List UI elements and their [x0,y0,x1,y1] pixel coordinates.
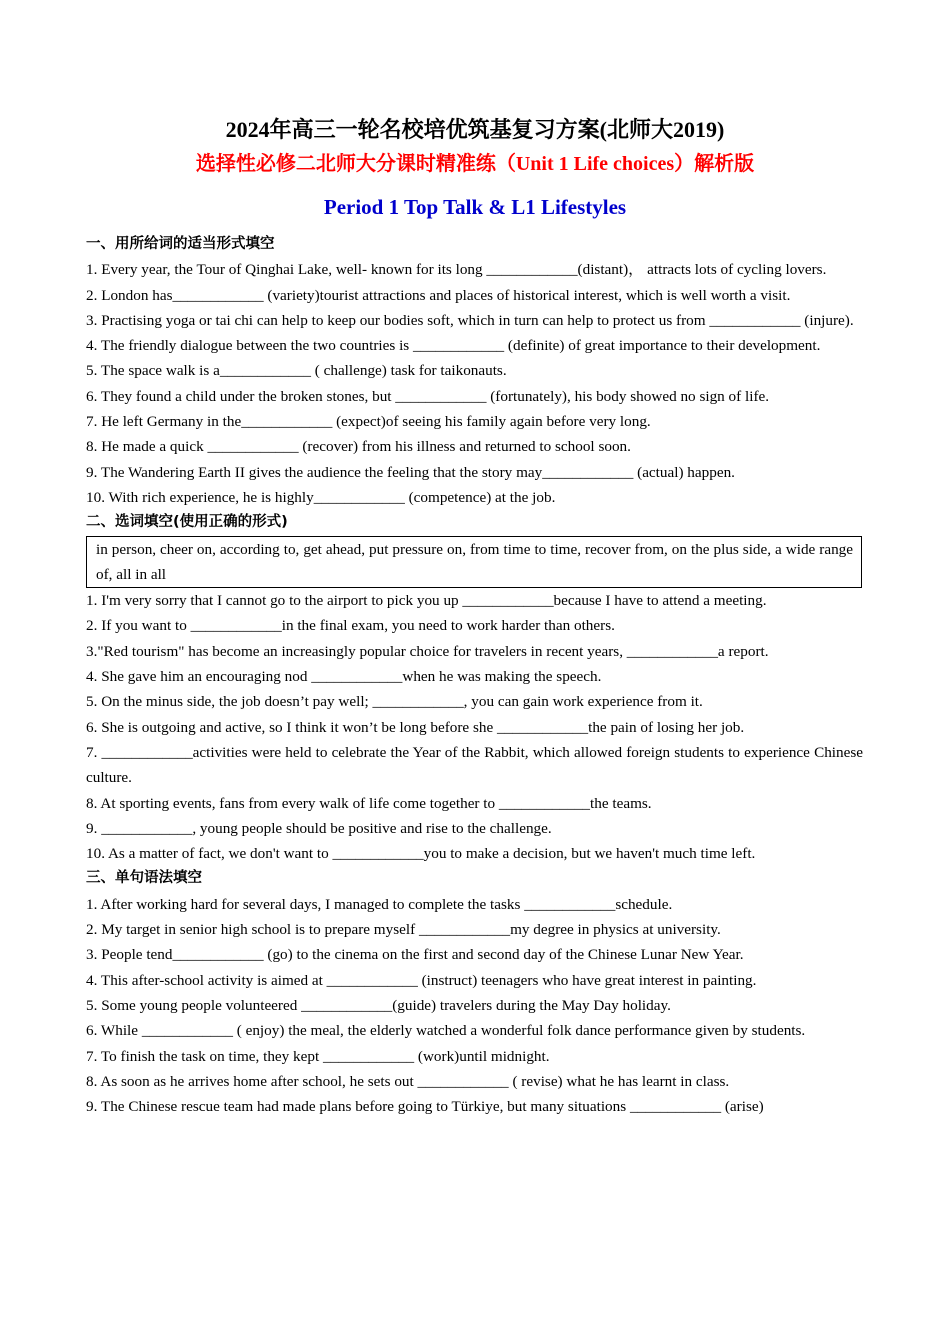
section3-item: 5. Some young people volunteered ____________(guide) travelers during the May Day holiday. [86,996,671,1014]
section3-item: 3. People tend____________ (go) to the cinema on the first and second day of the Chinese Lunar New Year. [86,946,744,964]
section3-item: 1. After working hard for several days, I managed to complete the tasks ____________schedule. [86,895,673,913]
section1-item: 4. The friendly dialogue between the two countries is ____________ (definite) of great importance to their development. [86,337,821,355]
section2-item: 6. She is outgoing and active, so I think it won’t be long before she ____________the pain of losing her job. [86,718,745,736]
section2-item: 10. As a matter of fact, we don't want to ____________you to make a decision, but we haven't much time left. [86,845,756,863]
section2-heading: 二、选词填空(使用正确的形式) [86,514,288,531]
section1-item: 1. Every year, the Tour of Qinghai Lake, well- known for its long ____________(distant)， attracts lots of cycling lovers. [86,261,827,279]
period-title: Period 1 Top Talk & L1 Lifestyles [323,195,627,219]
section2-item: 4. She gave him an encouraging nod ____________when he was making the speech. [86,668,602,686]
section3-item: 2. My target in senior high school is to prepare myself ____________my degree in physics at university. [86,921,721,939]
section2-item: 7. ____________activities were held to celebrate the Year of the Rabbit, which allowed foreign students to experience Chinese culture. [86,743,863,787]
section2-item: 1. I'm very sorry that I cannot go to the airport to pick you up ____________because I have to attend a meeting. [86,592,767,610]
section3-item: 6. While ____________ ( enjoy) the meal, the elderly watched a wonderful folk dance performance given by students. [86,1022,806,1040]
section1-item: 2. London has____________ (variety)tourist attractions and places of historical interest, which is well worth a visit. [86,286,791,304]
section2-item: 5. On the minus side, the job doesn’t pay well; ____________, you can gain work experience from it. [86,693,703,711]
section3-item: 9. The Chinese rescue team had made plans before going to Türkiye, but many situations ____________ (arise) [86,1098,764,1116]
section3-item: 4. This after-school activity is aimed at ____________ (instruct) teenagers who have great interest in painting. [86,971,757,989]
word-bank-box: in person, cheer on, according to, get ahead, put pressure on, from time to time, recover from, on the plus side, a wide range of, all in all [86,536,862,589]
section1-heading: 一、用所给词的适当形式填空 [86,236,275,252]
section3-heading: 三、单句语法填空 [86,870,202,887]
document-title: 2024年高三一轮名校培优筑基复习方案(北师大2019) [225,117,725,142]
section3-item: 7. To finish the task on time, they kept ____________ (work)until midnight. [86,1047,550,1065]
section2-item: 2. If you want to ____________in the final exam, you need to work harder than others. [86,617,615,635]
section1-item: 6. They found a child under the broken stones, but ____________ (fortunately), his body showed no sign of life. [86,387,770,405]
section1-item: 9. The Wandering Earth II gives the audience the feeling that the story may____________ (actual) happen. [86,463,735,481]
section1-item: 8. He made a quick ____________ (recover) from his illness and returned to school soon. [86,438,631,456]
section2-item: 3."Red tourism" has become an increasingly popular choice for travelers in recent years, ____________a report. [86,642,769,660]
section1-item: 5. The space walk is a____________ ( challenge) task for taikonauts. [86,362,507,380]
section1-item: 10. With rich experience, he is highly____________ (competence) at the job. [86,488,556,506]
section1-item: 3. Practising yoga or tai chi can help to keep our bodies soft, which in turn can help to protect us from ____________ (injure). [86,311,854,329]
document-subtitle: 选择性必修二北师大分课时精准练（Unit 1 Life choices）解析版 [195,153,755,175]
section2-item: 8. At sporting events, fans from every walk of life come together to ____________the teams. [86,794,652,812]
section2-item: 9. ____________, young people should be positive and rise to the challenge. [86,819,552,837]
section1-item: 7. He left Germany in the____________ (expect)of seeing his family again before very long. [86,413,651,431]
section3-item: 8. As soon as he arrives home after school, he sets out ____________ ( revise) what he has learnt in class. [86,1072,730,1090]
document-body [86,232,863,1119]
